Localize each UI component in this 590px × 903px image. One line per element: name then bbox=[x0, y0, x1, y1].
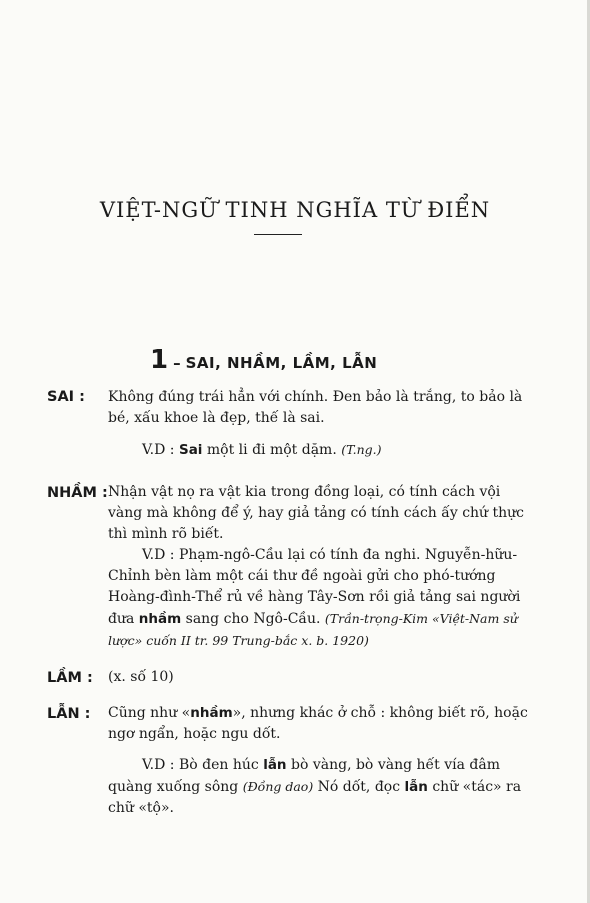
example-text: Phạm-ngô-Cầu lại có tính đa nghi. Nguyễn-hữu-Chỉnh bèn làm một cái thư đề ngoài gửi cho phó-tướng Hoàng-đình-Thể rủ về hàng Tây-Sơn rồi giả tảng sai người đưa bbox=[108, 547, 521, 627]
entry-example-sai bbox=[108, 439, 528, 461]
entry-definition-sai: Không đúng trái hẳn với chính. Đen bảo là trắng, to bảo là bé, xấu khoe là đẹp, thế là sai. bbox=[108, 389, 523, 426]
entry-definition-nham: Nhận vật nọ ra vật kia trong đồng loại, có tính cách vội vàng mà không để ý, hay giả tảng có tính cách ấy chứ thực thì mình rõ biết. bbox=[108, 484, 525, 542]
example-text-end: chữ «tác» ra chữ «tộ». bbox=[108, 779, 522, 816]
example-keyword: lẫn bbox=[263, 757, 287, 773]
page-title: VIỆT-NGỮ TINH NGHĨA TỪ ĐIỂN bbox=[99, 198, 491, 222]
entry-example-nham bbox=[108, 545, 528, 652]
section-heading bbox=[150, 345, 377, 375]
example-keyword: nhầm bbox=[138, 611, 182, 627]
definition-text-end: », nhưng khác ở chỗ : không biết rõ, hoặc ngơ ngẩn, hoặc ngu dốt. bbox=[108, 705, 528, 742]
example-text-2: Nó dốt, đọc bbox=[313, 779, 405, 795]
definition-keyword: nhầm bbox=[190, 705, 233, 721]
example-source: (Đồng dao) bbox=[242, 779, 314, 794]
definition-text: Cũng như « bbox=[108, 705, 191, 721]
example-keyword: Sai bbox=[178, 442, 203, 458]
example-label: V.D : bbox=[142, 442, 175, 458]
example-keyword-2: lẫn bbox=[404, 779, 428, 795]
entry-term-sai: SAI : bbox=[47, 389, 85, 405]
example-text: một li đi một dặm. bbox=[202, 442, 337, 458]
entry-definition-lan bbox=[108, 703, 528, 745]
entry-example-lan bbox=[108, 755, 528, 819]
example-text-mid: bò vàng, bò vàng hết vía đâm quàng xuống sông bbox=[108, 757, 500, 795]
example-source: (T.ng.) bbox=[341, 442, 382, 457]
example-label: V.D : bbox=[142, 757, 175, 773]
example-text-end: sang cho Ngô-Cầu. bbox=[181, 611, 325, 627]
title-rule bbox=[254, 234, 302, 235]
section-dash: – bbox=[173, 354, 181, 372]
entry-definition-lam: (x. số 10) bbox=[108, 669, 174, 685]
section-number: 1 bbox=[150, 345, 169, 375]
example-label: V.D : bbox=[142, 547, 175, 563]
example-text: Bò đen húc bbox=[178, 757, 264, 773]
example-source: (Trần-trọng-Kim «Việt-Nam sử lược» cuốn II tr. 99 Trung-bắc x. b. 1920) bbox=[108, 611, 518, 648]
entry-term-lan: LẪN : bbox=[47, 706, 91, 722]
section-words: SAI, NHẦM, LẦM, LẪN bbox=[185, 354, 378, 372]
entry-term-nham: NHẦM : bbox=[47, 485, 108, 501]
entry-term-lam: LẦM : bbox=[47, 670, 93, 686]
